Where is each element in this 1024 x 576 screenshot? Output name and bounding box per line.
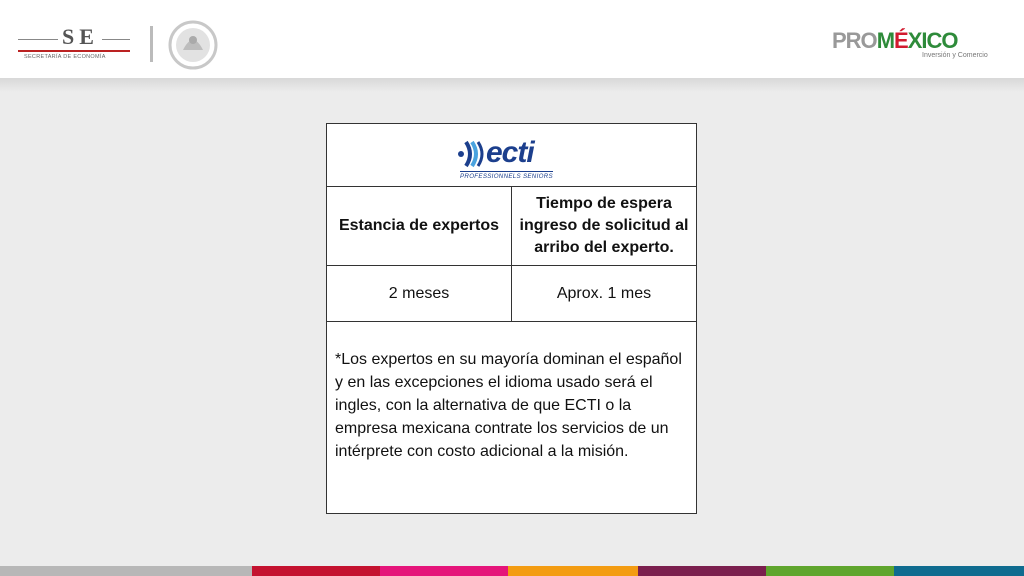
se-rule-left: [18, 39, 58, 40]
color-stripe-segment: [0, 566, 252, 576]
header-cell-stay: Estancia de expertos: [327, 186, 512, 266]
footnote-text: *Los expertos en su mayoría dominan el español y en las excepciones el idioma usado será el ingles, con la alternativa de que ECTI o la empresa mexicana contrate los servicios de un intérprete con costo adicional a la misión.: [335, 351, 682, 460]
promexico-xico: XICO: [907, 28, 958, 53]
promexico-logo: [832, 28, 1012, 64]
ecti-tagline: PROFESSIONNELS SENIORS: [460, 173, 553, 180]
ecti-wordmark: ecti: [486, 136, 534, 169]
header-shadow: [0, 78, 1024, 92]
promexico-m: M: [876, 28, 895, 53]
promexico-pro: PRO: [832, 28, 877, 53]
color-stripe-segment: [380, 566, 508, 576]
ecti-logo: [456, 138, 568, 182]
promexico-mexico: [877, 28, 958, 53]
color-stripe-segment: [766, 566, 894, 576]
info-table: [326, 123, 697, 514]
header-divider: [150, 26, 153, 62]
color-stripe-segment: [252, 566, 380, 576]
color-stripe: [0, 566, 1024, 576]
se-letters: SE: [62, 24, 99, 49]
promexico-e-accent: É: [894, 28, 908, 53]
color-stripe-segment: [508, 566, 638, 576]
ecti-logo-row: [327, 124, 696, 187]
ecti-mark-icon: [456, 138, 486, 170]
national-seal-icon: [161, 20, 225, 70]
se-subtitle: SECRETARÍA DE ECONOMÍA: [24, 54, 106, 60]
value-cell-stay: 2 meses: [327, 266, 512, 322]
se-accent-line: [18, 50, 130, 52]
color-stripe-segment: [894, 566, 1024, 576]
se-rule-right: [102, 39, 130, 40]
slide-header: [0, 0, 1024, 78]
color-stripe-segment: [638, 566, 766, 576]
header-cell-wait-time: Tiempo de espera ingreso de solicitud al arribo del experto.: [512, 186, 696, 266]
promexico-subtitle: Inversión y Comercio: [922, 52, 988, 59]
se-logo: [18, 24, 136, 64]
value-cell-wait-time: Aprox. 1 mes: [512, 266, 696, 322]
